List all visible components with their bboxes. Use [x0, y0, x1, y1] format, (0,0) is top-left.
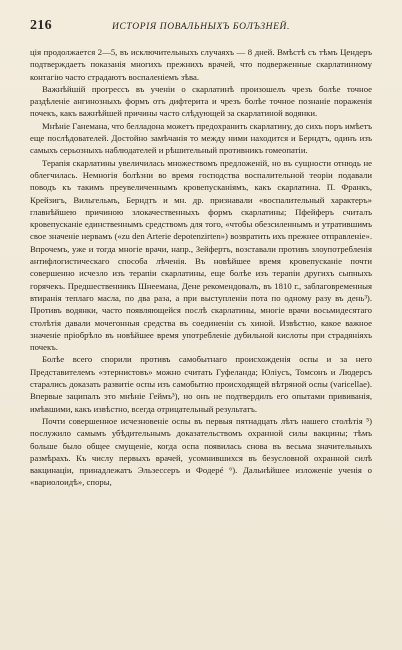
paragraph: Почти совершенное исчезновеніе оспы въ первыя пятнадцать лѣтъ нашего столѣтія ⁵) послужило самымъ убѣдительнымъ доказательствомъ охранной силы вакцины; тѣмъ больше было общее смущеніе, когда оспа появилась снова въ весьма значительныхъ размѣрахъ. Къ числу первыхъ врачей, усомнившихся въ безусловной охранной силѣ вакцинаціи, принадлежатъ Эльзессеръ и Фодерé ⁶). Дальнѣйшее изложеніе ученія о «вариолоидѣ», споры, — [30, 415, 372, 488]
paragraph: Терапія скарлатины увеличилась множествомъ предложеній, но въ сущности отнюдь не облегчилась. Немногія болѣзни во время господства воспалительной теоріи подавали поводъ къ такимъ преувеличеннымъ кровепусканіямъ, какъ скарлатина. П. Франкъ, Крейзигъ, Вильгельмъ, Берндтъ и мн. др. признавали «воспалительный характеръ» главнѣйшею причиною злокачественныхъ формъ скарлатины; Пфейферъ считалъ кровепусканіе единственнымъ средствомъ для того, «чтобы обезсиленнымъ и утратившимъ свое значеніе нервамъ («zu den Arterie depotenzirten») возвратить ихъ прежнее отправленіе». Впрочемъ, уже и тогда многіе врачи, напр., Зейфертъ, возставали противъ злоупотребленія антифлогистическаго способа лѣченія. Въ новѣйшее время кровепусканіе почти совершенно исчезло изъ терапіи скарлатины, еще болѣе изъ терапіи другихъ сыпныхъ горячекъ. Предшественникъ Шнеемана, Дене рекомендовалъ, въ 1810 г., заблаговременныя втиранія теплаго масла, по два раза, а при выступленіи пота по одному разу въ день³). Противъ водянки, часто появляющейся послѣ скарлатины, многіе врачи восьмидесятаго столѣтія давали мочегонныя средства въ соединеніи съ хиной. Извѣстно, какое важное значеніе пріобрѣло въ новѣйшее время употребленіе дубильной кислоты при страдяніяхъ почекъ. — [30, 157, 372, 353]
page-header — [30, 18, 372, 40]
page-number: 216 — [30, 18, 52, 33]
paragraph: Мнѣніе Ганемана, что белладона можетъ предохранить скарлатину, до сихъ поръ имѣетъ еще послѣдователей. Достойно замѣчанія то между ними находится и Берндтъ, одинъ изъ самыхъ серьозныхъ наблюдателей и рѣшительный противникъ гомеопатіи. — [30, 120, 372, 156]
running-title: ИСТОРІЯ ПОВАЛЬНЫХЪ БОЛЪЗНЕЙ. — [112, 22, 290, 32]
body-text — [30, 46, 372, 489]
paragraph: ція продолжается 2—5, въ исключительныхъ случаяхъ — 8 дней. Вмѣстѣ съ тѣмъ Цендеръ подтверждаетъ показанія многихъ прежнихъ врачей, что подверженные скарлатинному контагію часто страдаютъ воспаленіемъ зѣва. — [30, 47, 372, 82]
paragraph: Важнѣйшій прогрессъ въ ученіи о скарлатинѣ произошелъ чрезъ болѣе точное раздѣленіе ангинозныхъ формъ отъ дифтерита и чрезъ болѣе точное познаніе пораженія почекъ, какъ важнѣйшей причины часто слѣдующей за скарлатиной водянки. — [30, 83, 372, 119]
paragraph: Болѣе всего спорили противъ самобытнаго происхожденія оспы и за него Представителемъ «этернистовъ» можно считать Гуфеланда; Юліусъ, Томсонъ и Людерсъ старались доказать развитіе оспы изъ самобытно происходящей вѣтряной оспы (varicellae). Впервые заципалъ это мнѣніе Геймъ³), но онъ не подтвердилъ его опытами прививанія, имѣвшими, какъ извѣстно, всегда отрицательный результатъ. — [30, 354, 372, 414]
